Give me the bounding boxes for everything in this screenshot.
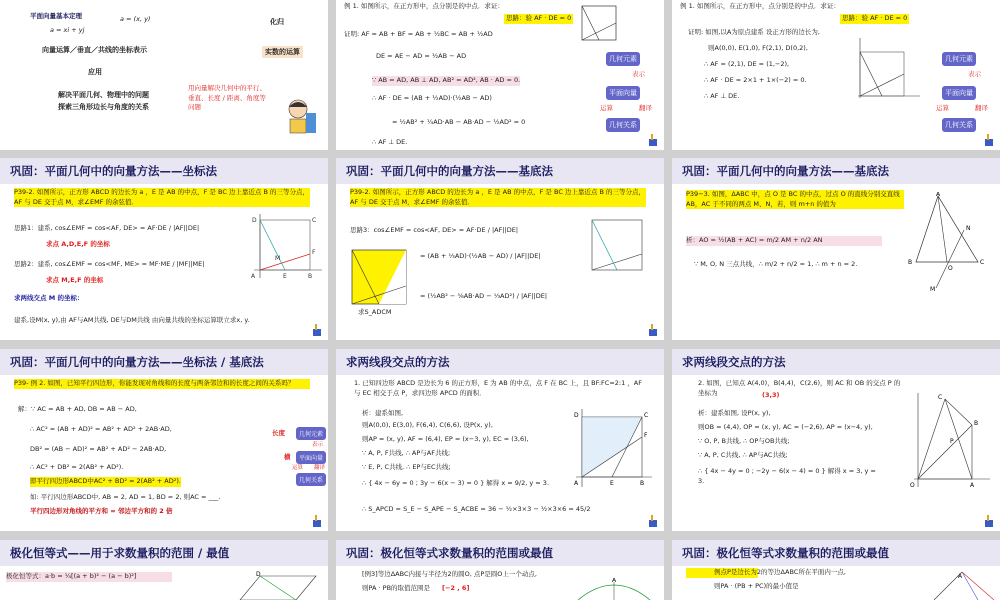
pill-geometry-element: 几何元素 [296,427,326,440]
svg-text:A: A [936,192,941,198]
idea-1: 思路1：建系, cos∠EMF = cos<AF, DE> = AF·DE / |AF||DE| [14,224,200,232]
analysis-line-1: 析：AO = ½(AB + AC) = m/2 AM + n/2 AN [686,236,882,246]
answer-range: [−2 , 6] [442,584,470,592]
real-operation-box: 实数的运算 [262,46,303,58]
cartoon-student-icon [280,95,320,140]
pill-geometry-element: 几何元素 [942,52,976,66]
pencil-cup-icon [648,134,658,146]
svg-text:A: A [970,482,975,489]
slide-4[interactable] [0,158,328,340]
pill-plane-vector: 平面向量 [942,86,976,100]
proof-line-2: DE = AE − AD = ½AB − AD [376,52,467,60]
slide-header: 巩固：平面几何中的向量方法——坐标法 / 基底法 [0,349,328,375]
slide-12[interactable] [672,540,1000,600]
analysis-line-2: 则OB = (4,4), OP = (x, y), AC = (−2,6), AP = (x−4, y), [698,423,873,431]
circle-diagram [574,578,654,600]
analysis-line-3: 则AP = (x, y), AF = (6,4), EP = (x−3, y), EC = (3,6), [362,435,529,443]
example-question: 如: 平行四边形ABCD中, AB = 2, AD = 1, BD = 2, 则AC = ___. [30,493,221,501]
slide-7[interactable] [0,349,328,531]
svg-text:A: A [251,273,256,280]
last-line: 建系,设M(x, y),由 AF与AM共线, DE与DM共线 由向量共线的坐标运算联立求x, y. [14,316,250,324]
problem-text: P39-2. 如图所示，正方形 ABCD 的边长为 a ，E 是 AB 的中点，F 是 BC 边上靠近点 B 的三等分点，AF 与 DE 交于点 M，求∠EMF 的余弦值． [14,188,310,206]
svg-text:C: C [312,217,317,224]
svg-text:F: F [312,249,316,256]
formula-2: a = (x, y) [120,15,151,23]
parallelogram-diagram [230,570,320,600]
analysis-line-1: 析：建系如图, [362,409,404,417]
svg-text:B: B [974,420,979,427]
triangle-diagram [908,192,992,292]
pill-plane-vector: 平面向量 [296,451,326,464]
slide-header: 巩固：平面几何中的向量方法——基底法 [672,158,1000,184]
application: 应用 [88,68,102,76]
vector-operation: 向量运算／垂直／共线的坐标表示 [42,46,147,54]
triangle-diagram [932,570,996,600]
solution-line-1: 解：∵ AC = AB + AD, DB = AB − AD, [18,405,137,413]
pink-note: 用向量解决几何中的平行、垂直、长度 / 距离、角度等问题 [188,84,266,111]
slide-2[interactable] [336,0,664,150]
final-rule: 平行四边形对角线的平方和 = 邻边平方和的 2 倍 [30,507,173,515]
pencil-cup-icon [648,515,658,527]
example-title: 例 1. 如图所示，在正方形中，点分别是的中点．求证： [680,2,840,10]
label-operation: 运算 [600,104,613,112]
label-represent: 表示 [632,70,645,78]
svg-text:P: P [950,438,954,445]
svg-text:A: A [958,573,963,580]
proof-line-6: ∴ AF ⊥ DE. [372,138,408,146]
slide-header: 求两线段交点的方法 [672,349,1000,375]
label-represent: 表示 [312,442,324,448]
coord-line-2: 则A(0,0), E(1,0), F(2,1), D(0,2), [708,44,808,52]
analysis-line-3: ∵ O, P, B共线, ∴ OP与OB共线; [698,437,790,445]
equation-1: = (AB + ⅓AD)·(½AB − AD) / |AF||DE| [420,252,541,260]
svg-text:B: B [640,480,645,487]
label-translate: 翻译 [975,104,988,112]
label-operation: 运算 [936,104,949,112]
svg-text:C: C [644,412,649,419]
svg-text:D: D [256,571,261,578]
svg-text:C: C [980,259,985,266]
svg-text:M: M [930,286,936,292]
coord-line-5: ∴ AF ⊥ DE. [704,92,740,100]
example-line-2: 则PA · (PB + PC)的最小值是 [714,582,799,590]
square-coordinate-diagram [248,212,324,284]
pencil-cup-icon [312,324,322,336]
solve-geometry: 解决平面几何、物理中的问题 [58,91,149,99]
proof-line-5: = ½AB² + ¼AD·AB − AB·AD − ½AD² = 0 [392,118,526,126]
slide-header: 求两线段交点的方法 [336,349,664,375]
pencil-cup-icon [984,515,994,527]
pencil-cup-icon [648,324,658,336]
svg-text:O: O [910,482,915,489]
square-coordinate-diagram [572,407,654,491]
formula-1: a = xi + yj [50,26,85,34]
solution-line-4: ∴ AC² + DB² = 2(AB² + AD²). [30,463,124,471]
example-line-1: 例点P是边长为2的等边ΔABC所在平面内一点, [714,568,846,576]
svg-text:A: A [612,578,617,584]
slide-header: 极化恒等式——用于求数量积的范围 / 最值 [0,540,328,566]
slide-9[interactable] [672,349,1000,531]
conclusion: 即平行四边形ABCD中AC² + BD² = 2(AB² + AD²). [30,477,181,485]
svg-text:A: A [574,480,579,487]
coord-line-3: ∴ AF = (2,1), DE = (1,−2), [704,60,790,68]
hint: 思路：验 AF · DE = 0 [842,14,908,22]
analysis-line-2: ∵ M, O, N 三点共线，∴ m/2 + n/2 = 1, ∴ m + n = 2. [694,260,858,268]
label-operation: 运算 [292,465,304,471]
coord-square-diagram [852,36,922,102]
coord-line-1: 证明: 如图,以A为原点建系 设正方形的边长为, [688,28,820,36]
idea-2: 思路2：建系, cos∠EMF = cos<MF, ME> = MF·ME / |MF||ME| [14,260,205,268]
svg-text:E: E [283,273,287,280]
equation-2: = (½AB² − ⅚AB·AD − ⅓AD²) / |AF||DE| [420,292,548,300]
analysis-line-7: ∴ S_APCD = S_E − S_APE − S_ACBE = 36 − ½×3×3 − ½×3×6 = 45/2 [362,505,591,513]
label-translate: 翻译 [314,465,326,471]
proof-line-3: ∵ AB = AD, AB ⊥ AD, AB² = AD², AB · AD = 0. [372,76,521,84]
requirement-2: 求点 M,E,F 的坐标 [46,276,104,284]
tag-length: 长度 [272,429,285,437]
slide-header: 巩固：极化恒等式求数量积的范围或最值 [336,540,664,566]
slide-header: 巩固：平面几何中的向量方法——基底法 [336,158,664,184]
tag-horizontal: 横 [284,453,291,461]
problem-text: 1. 已知四边形 ABCD 是边长为 6 的正方形，E 为 AB 的中点，点 F 在 BC 上，且 BF:FC=2:1 ，AF 与 EC 相交于点 P，求四边形 APCD 的面积． [354,379,642,397]
svg-text:D: D [252,217,257,224]
example-title: 例 1. 如图所示，在正方形中，点分别是的中点．求证： [344,2,504,10]
hint: 思路：验 AF · DE = 0 [506,14,572,22]
problem-text: P39-2. 如图所示，正方形 ABCD 的边长为 a ，E 是 AB 的中点，F 是 BC 边上靠近点 B 的三等分点，AF 与 DE 交于点 M，求∠EMF 的余弦值． [350,188,646,206]
problem-text: 2. 如图，已知点 A(4,0)，B(4,4)，C(2,6)，则 AC 和 OB 的交点 P 的坐标为 [698,379,901,397]
svg-text:F: F [644,432,648,439]
slide-8[interactable] [336,349,664,531]
example-line-2: 则PA · PB的取值范围是 [362,584,431,592]
pill-geometry-relation: 几何关系 [606,118,640,132]
svg-text:D: D [574,412,579,419]
pill-geometry-relation: 几何关系 [296,473,326,486]
slide-header: 巩固：极化恒等式求数量积的范围或最值 [672,540,1000,566]
sub-question: 求两线交点 M 的坐标： [14,294,84,302]
analysis-line-1: 析：建系如图, 设P(x, y), [698,409,771,417]
slide-5[interactable] [336,158,664,340]
slide-header: 巩固：平面几何中的向量方法——坐标法 [0,158,328,184]
svg-text:N: N [966,225,971,232]
answer: (3,3) [762,391,780,399]
slide-3[interactable] [672,0,1000,150]
analysis-line-4: ∵ A, P, F共线, ∴ AP与AF共线; [362,449,451,457]
solution-line-3: DB² = (AB − AD)² = AB² + AD² − 2AB·AD, [30,445,167,453]
analysis-line-5: ∵ E, P, C共线, ∴ EP与EC共线; [362,463,451,471]
transform-label: 化归 [270,18,284,26]
svg-text:B: B [308,273,313,280]
svg-text:C: C [938,394,943,401]
solution-line-2: ∴ AC² = (AB + AD)² = AB² + AD² + 2AB·AD, [30,425,172,433]
explore-triangle: 探索三角形边长与角度的关系 [58,103,149,111]
label-translate: 翻译 [639,104,652,112]
svg-text:E: E [610,480,614,487]
slide-10[interactable] [0,540,328,600]
slide-1[interactable] [0,0,328,150]
analysis-line-6: ∴ { 4x − 6y = 0 ; 3y − 6(x − 3) = 0 } 解得 x = 9/2, y = 3. [362,479,550,487]
square-diagram [586,214,650,278]
square-diagram [580,4,620,42]
analysis-line-2: 则A(0,0), E(3,0), F(6,4), C(6,6), 设P(x, y), [362,421,493,429]
pill-geometry-element: 几何元素 [606,52,640,66]
slide-11[interactable] [336,540,664,600]
proof-line-4: ∴ AF · DE = (AB + ½AD)·(½AB − AD) [372,94,492,102]
problem-text: P39- 例 2. 如图，已知平行四边形，你能发现对角线和的长度与两条邻边和的长度之间的关系吗？ [14,379,310,389]
polarization-identity: 极化恒等式：a·b = ¼[(a + b)² − (a − b)²] [6,572,172,582]
example-line-1: [例3]等边ΔABC内接与半径为2的圆O, 点P是圆O上一个动点, [362,570,537,578]
yellow-square-diagram [348,246,410,308]
pencil-cup-icon [312,515,322,527]
pill-plane-vector: 平面向量 [606,86,640,100]
svg-text:B: B [908,259,913,266]
idea-3: 思路3：cos∠EMF = cos<AF, DE> = AF·DE / |AF||DE| [350,226,519,234]
coordinate-triangle-diagram [908,391,992,489]
basic-theorem: 平面向量基本定理 [30,12,82,20]
slide-6[interactable] [672,158,1000,340]
svg-text:M: M [275,255,281,262]
analysis-line-5: ∴ { 4x − 4y = 0 ; −2y − 6(x − 4) = 0 } 解得 x = 3, y = 3. [698,467,876,485]
pill-geometry-relation: 几何关系 [942,118,976,132]
analysis-line-4: ∵ A, P, C共线, ∴ AP与AC共线; [698,451,788,459]
area-label: 求S_ADCM [358,308,392,316]
problem-text: P39−3. 如图，ΔABC 中，点 O 是 BC 的中点，过点 O 的直线分别交直线 AB，AC 于不同的两点 M、N，若，则 m+n 的值为 [686,190,904,209]
requirement-1: 求点 A,D,E,F 的坐标 [46,240,110,248]
proof-line-1: 证明: AF = AB + BF = AB + ½BC = AB + ½AD [344,30,493,38]
coord-line-4: ∴ AF · DE = 2×1 + 1×(−2) = 0. [704,76,807,84]
pencil-cup-icon [984,134,994,146]
svg-text:O: O [948,265,953,272]
label-represent: 表示 [968,70,981,78]
